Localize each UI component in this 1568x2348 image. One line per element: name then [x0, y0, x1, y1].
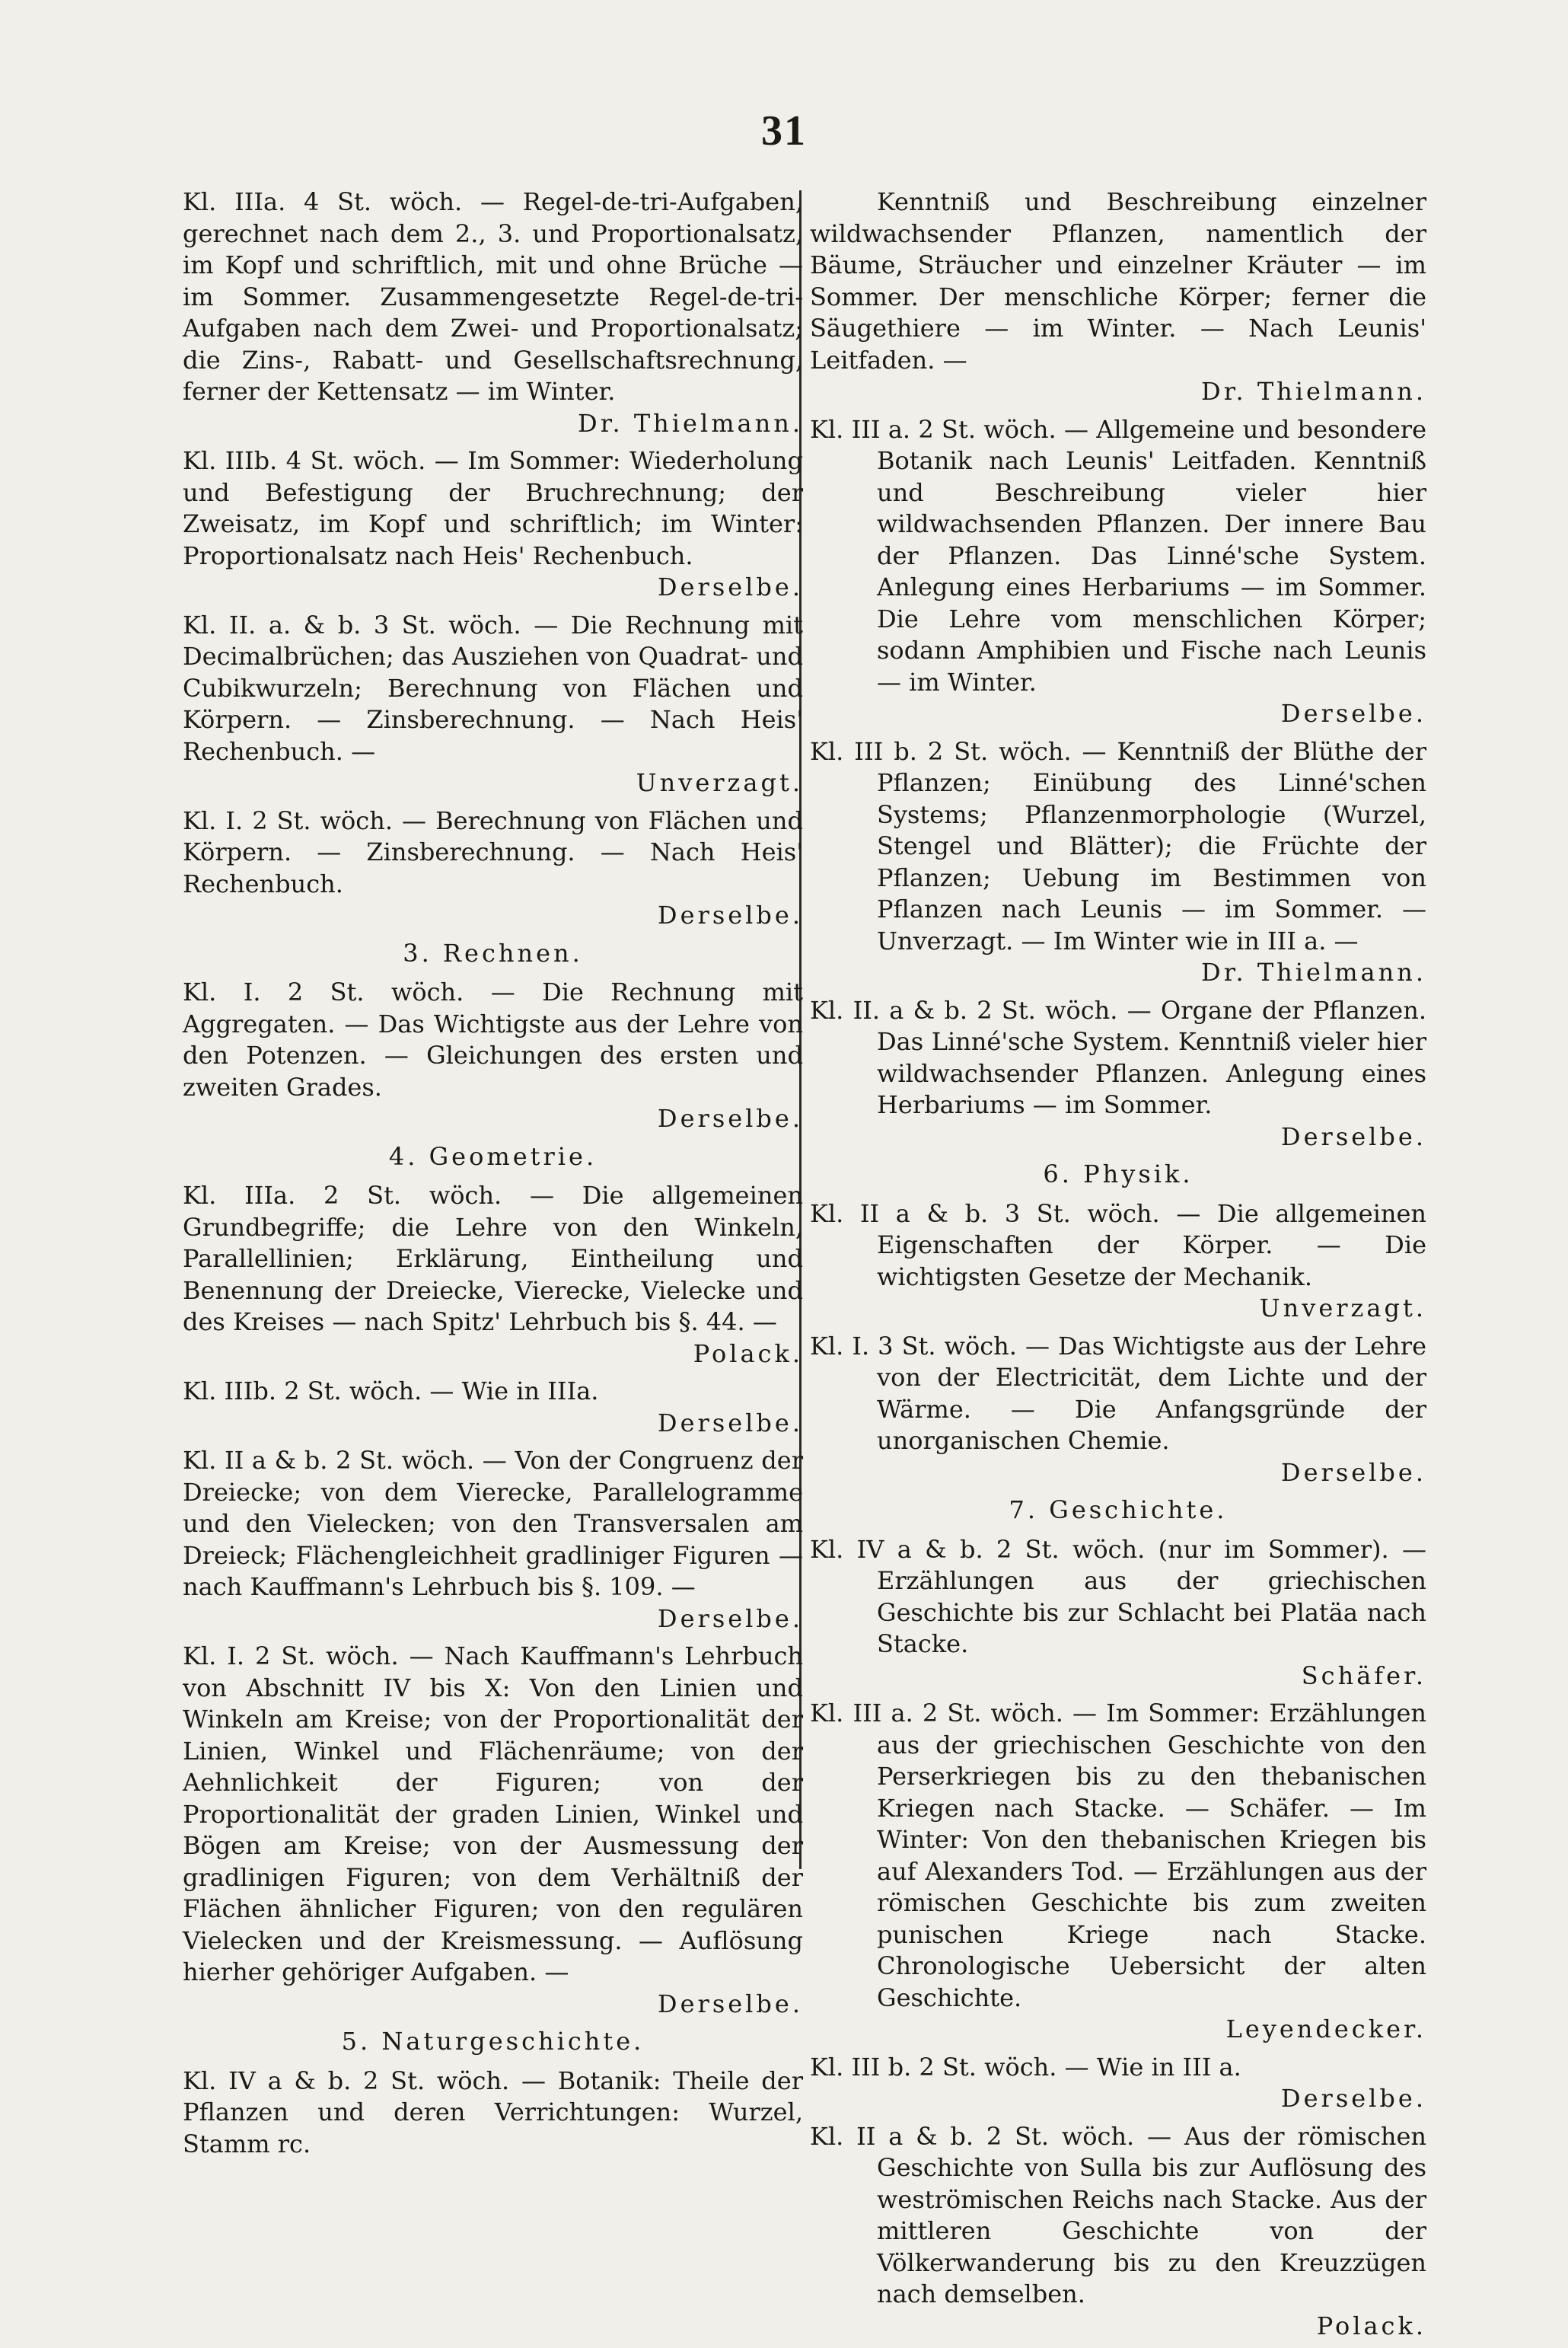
teacher-name: Unverzagt. [636, 768, 803, 797]
teacher-name: Dr. Thielmann. [578, 408, 803, 438]
entry-geometrie-IIIb [183, 1376, 803, 1439]
entry-text: Kl. I. 2 St. wöch. — Berechnung von Flächen und Körpern. — Zinsberechnung. — Nach Heis' Rechenbuch. [183, 806, 803, 898]
entry-natur-II [810, 995, 1426, 1153]
teacher-name: Derselbe. [657, 901, 803, 930]
entry-text: Kl. II. a & b. 2 St. wöch. — Organe der Pflanzen. Das Linné'sche System. Kenntniß vieler hier wildwachsender Pflanzen. Anlegung eines Herbariums — im Sommer. [810, 995, 1426, 1119]
entry-text: Kl. III a. 2 St. wöch. — Allgemeine und besondere Botanik nach Leunis' Leitfaden. Kenntniß und Beschreibung vieler hier wildwachsenden Pflanzen. Der innere Bau der Pflanzen. Das Linné'sche System. Anlegung eines Herbariums — im Sommer. Die Lehre vom menschlichen Körper; sodann Amphibien und Fische nach Leunis — im Winter. [810, 414, 1426, 697]
entry-text: Kl. IIIa. 4 St. wöch. — Regel-de-tri-Aufgaben, gerechnet nach dem 2., 3. und Proportionalsatz, im Kopf und schriftlich, mit und ohne Brüche — im Sommer. Zusammengesetzte Regel-de-tri-Aufgaben nach dem Zwei- und Proportionalsatz; die Zins-, Rabatt- und Gesellschaftsrechnung, ferner der Kettensatz — im Winter. [183, 187, 803, 406]
teacher-name: Polack. [1316, 2311, 1426, 2340]
entry-rechnen-II [183, 610, 803, 799]
entry-text: Kl. III a. 2 St. wöch. — Im Sommer: Erzählungen aus der griechischen Geschichte von den Perserkriegen bis zu den thebanischen Kriegen nach Stacke. — Schäfer. — Im Winter: Von den thebanischen Kriegen bis auf Alexanders Tod. — Erzählungen aus der römischen Geschichte bis zum zweiten punischen Kriege nach Stacke. Chronologische Uebersicht der alten Geschichte. [810, 1699, 1426, 2012]
page-number: 31 [761, 107, 807, 155]
entry-text: Kl. IIIb. 2 St. wöch. — Wie in IIIa. [183, 1377, 599, 1405]
entry-geschichte-II [810, 2121, 1426, 2343]
entry-rechnen-IIIb [183, 445, 803, 604]
entry-physik-II [810, 1198, 1426, 1325]
teacher-name: Derselbe. [657, 1603, 803, 1633]
teacher-name: Derselbe. [657, 1104, 803, 1133]
entry-natur-IIIa [810, 414, 1426, 730]
teacher-name: Derselbe. [1280, 1121, 1426, 1151]
teacher-name: Derselbe. [657, 1989, 803, 2018]
entry-geometrie-IIIa [183, 1180, 803, 1370]
teacher-name: Derselbe. [1280, 1457, 1426, 1487]
left-column [183, 187, 803, 2166]
teacher-name: Derselbe. [657, 573, 803, 601]
entry-text: Kl. IV a & b. 2 St. wöch. (nur im Sommer). — Erzählungen aus der griechischen Geschichte bis zur Schlacht bei Platäa nach Stacke. [810, 1534, 1426, 1658]
teacher-name: Dr. Thielmann. [1201, 958, 1426, 987]
entry-natur-IV [183, 2066, 803, 2161]
entry-geschichte-IIIa [810, 1698, 1426, 2046]
right-column [810, 187, 1426, 2348]
entry-text: Kl. II. a. & b. 3 St. wöch. — Die Rechnung mit Decimalbrüchen; das Ausziehen von Quadrat- und Cubikwurzeln; Berechnung von Flächen und Körpern. — Zinsberechnung. — Nach Heis' Rechenbuch. — [183, 610, 803, 766]
entry-text: Kl. I. 2 St. wöch. — Nach Kauffmann's Lehrbuch von Abschnitt IV bis X: Von den Linien und Winkeln am Kreise; von der Proportionalität der Linien, Winkel und Flächenräume; von der Aehnlichkeit der Figuren; von der Proportionalität der graden Linien, Winkel und Bögen am Kreise; von der Ausmessung der gradlinigen Figuren; von dem Verhältniß der Flächen ähnlicher Figuren; von den regulären Vielecken und der Kreismessung. — Auflösung hierher gehöriger Aufgaben. — [183, 1641, 803, 1986]
section-heading-physik: 6. Physik. [1043, 1160, 1194, 1188]
entry-text: Kl. IV a & b. 2 St. wöch. — Botanik: Theile der Pflanzen und deren Verrichtungen: Wurzel, Stamm rc. [183, 2066, 803, 2158]
entry-text: Kl. III b. 2 St. wöch. — Kenntniß der Blüthe der Pflanzen; Einübung des Linné'schen Systems; Pflanzenmorphologie (Wurzel, Stengel und Blätter); die Früchte der Pflanzen; Uebung im Bestimmen von Pflanzen nach Leunis — im Sommer. — Unverzagt. — Im Winter wie in III a. — [810, 736, 1426, 955]
entry-geschichte-IIIb [810, 2052, 1426, 2115]
entry-text: Kl. I. 2 St. wöch. — Die Rechnung mit Aggregaten. — Das Wichtigste aus der Lehre von den Potenzen. — Gleichungen des ersten und zweiten Grades. [183, 978, 803, 1102]
entry-text: Kl. II a & b. 2 St. wöch. — Aus der römischen Geschichte von Sulla bis zur Auflösung des weströmischen Reichs nach Stacke. Aus der mittleren Geschichte von der Völkerwanderung bis zu den Kreuzzügen nach demselben. [810, 2121, 1426, 2308]
entry-text: Kenntniß und Beschreibung einzelner wildwachsender Pflanzen, namentlich der Bäume, Sträucher und einzelner Kräuter — im Sommer. Der menschliche Körper; ferner die Säugethiere — im Winter. — Nach Leunis' Leitfaden. — [810, 187, 1426, 375]
entry-text: Kl. IIIa. 2 St. wöch. — Die allgemeinen Grundbegriffe; die Lehre von den Winkeln, Parallellinien; Erklärung, Eintheilung und Benennung der Dreiecke, Vierecke, Vielecke und des Kreises — nach Spitz' Lehrbuch bis §. 44. — [183, 1181, 803, 1336]
entry-text: Kl. IIIb. 4 St. wöch. — Im Sommer: Wiederholung und Befestigung der Bruchrechnung; der Zweisatz, im Kopf und schriftlich; im Winter: Proportionalsatz nach Heis' Rechenbuch. [183, 446, 803, 570]
entry-geometrie-II [183, 1445, 803, 1635]
entry-text: Kl. I. 3 St. wöch. — Das Wichtigste aus der Lehre von der Electricität, dem Lichte und der Wärme. — Die Anfangsgründe der unorganischen Chemie. [810, 1331, 1426, 1455]
entry-geschichte-IV [810, 1534, 1426, 1692]
entry-text: Kl. III b. 2 St. wöch. — Wie in III a. [810, 2052, 1241, 2082]
teacher-name: Schäfer. [1301, 1661, 1426, 1690]
teacher-name: Unverzagt. [1259, 1294, 1426, 1322]
teacher-name: Leyendecker. [1225, 2015, 1426, 2043]
section-heading-geschichte: 7. Geschichte. [1009, 1495, 1228, 1524]
teacher-name: Derselbe. [657, 1408, 803, 1437]
section-heading-geometrie: 4. Geometrie. [388, 1141, 598, 1171]
entry-rechnen-I [183, 806, 803, 932]
entry-natur-IIIb [810, 736, 1426, 989]
entry-text: Kl. II a & b. 3 St. wöch. — Die allgemeinen Eigenschaften der Körper. — Die wichtigsten Gesetze der Mechanik. [810, 1198, 1426, 1291]
entry-text: Kl. II a & b. 2 St. wöch. — Von der Congruenz der Dreiecke; von dem Vierecke, Parallelogramme und den Vielecken; von den Transversalen am Dreieck; Flächengleichheit gradliniger Figuren — nach Kauffmann's Lehrbuch bis §. 109. — [183, 1446, 803, 1601]
teacher-name: Polack. [693, 1338, 803, 1368]
entry-natur-IV-continued [810, 187, 1426, 408]
entry-geometrie-I [183, 1641, 803, 2020]
teacher-name: Derselbe. [1280, 699, 1426, 728]
section-heading-naturgeschichte: 5. Naturgeschichte. [341, 2027, 645, 2056]
teacher-name: Derselbe. [1280, 2084, 1426, 2113]
entry-physik-I [810, 1331, 1426, 1489]
section-heading-rechnen: 3. Rechnen. [403, 938, 583, 968]
entry-rechnen3-I [183, 977, 803, 1135]
teacher-name: Dr. Thielmann. [1201, 377, 1426, 406]
entry-rechnen-IIIa [183, 187, 803, 439]
